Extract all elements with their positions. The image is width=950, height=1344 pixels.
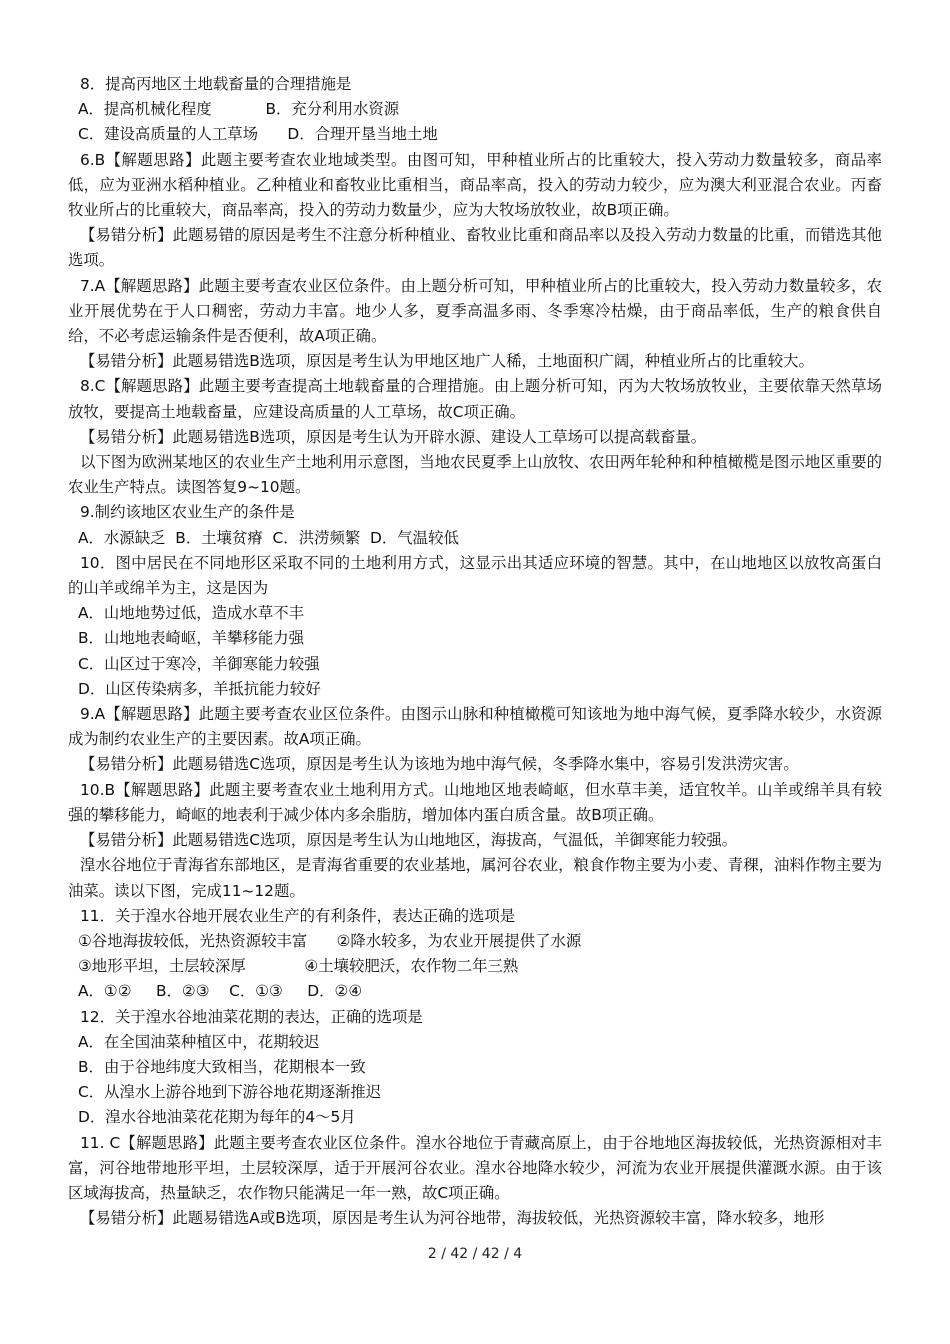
paragraph: 11．关于湟水谷地开展农业生产的有利条件，表达正确的选项是: [80, 906, 516, 925]
paragraph: 【易错分析】此题易错选B选项，原因是考生认为开辟水源、建设人工草场可以提高载畜量。: [80, 427, 707, 446]
paragraph: 10．图中居民在不同地形区采取不同的土地利用方式，这显示出其适应环境的智慧。其中，在山地地区以放牧高蛋白的山羊或绵羊为主，这是因为: [68, 553, 882, 598]
paragraph: 【易错分析】此题易错选A或B选项，原因是考生认为河谷地带，海拔较低，光热资源较丰富，降水较多，地形: [80, 1209, 825, 1228]
paragraph: 9.A【解题思路】此题主要考查农业区位条件。由图示山脉和种植橄榄可知该地为地中海气候，夏季降水较少，水资源成为制约农业生产的主要因素。故A项正确。: [68, 705, 882, 749]
document-body: [68, 72, 882, 1231]
paragraph: A．在全国油菜种植区中，花期较迟: [78, 1032, 320, 1051]
paragraph: A．山地地势过低，造成水草不丰: [78, 604, 304, 623]
paragraph: 12．关于湟水谷地油菜花期的表达，正确的选项是: [80, 1007, 423, 1026]
paragraph: C．从湟水上游谷地到下游谷地花期逐渐推迟: [78, 1083, 382, 1102]
paragraph: 以下图为欧洲某地区的农业生产土地利用示意图，当地农民夏季上山放牧、农田两年轮种和种植橄榄是图示地区重要的农业生产特点。读图答复9~10题。: [68, 453, 882, 497]
paragraph: 7.A【解题思路】此题主要考查农业区位条件。由上题分析可知，甲种植业所占的比重较大，投入劳动力数量较多，农业开展优势在于人口稠密，劳动力丰富。地少人多，夏季高温多雨、冬季寒冷枯燥，由于商品率低，生产的粮食供自给，不必考虑运输条件是否便利，故A项正确。: [68, 276, 882, 346]
paragraph: ①谷地海拔较低，光热资源较丰富 ②降水较多，为农业开展提供了水源: [78, 931, 582, 950]
paragraph: 湟水谷地位于青海省东部地区，是青海省重要的农业基地，属河谷农业，粮食作物主要为小麦、青稞，油料作物主要为油菜。读以下图，完成11~12题。: [68, 856, 882, 900]
paragraph: 8.C【解题思路】此题主要考查提高土地载畜量的合理措施。由上题分析可知，丙为大牧场放牧业，主要依靠天然草场放牧，要提高土地载畜量，应建设高质量的人工草场，故C项正确。: [68, 377, 882, 421]
paragraph: A．①② B．②③ C．①③ D．②④: [78, 982, 363, 1001]
paragraph: 【易错分析】此题易错选C选项，原因是考生认为山地地区，海拔高，气温低，羊御寒能力较强。: [80, 831, 738, 850]
paragraph: 10.B【解题思路】此题主要考查农业土地利用方式。山地地区地表崎岖，但水草丰美，适宜牧羊。山羊或绵羊具有较强的攀移能力，崎岖的地表利于减少体内多余脂肪，增加体内蛋白质含量。故B项正确。: [68, 780, 882, 824]
paragraph: B．由于谷地纬度大致相当，花期根本一致: [78, 1057, 366, 1076]
paragraph: B．山地地表崎岖，羊攀移能力强: [78, 629, 305, 648]
paragraph: A．水源缺乏 B．土壤贫瘠 C．洪涝频繁 D．气温较低: [78, 528, 459, 547]
paragraph: D．山区传染病多，羊抵抗能力较好: [78, 679, 321, 698]
paragraph: D．湟水谷地油菜花花期为每年的4～5月: [78, 1108, 356, 1127]
paragraph: C．建设高质量的人工草场 D．合理开垦当地土地: [78, 125, 438, 144]
paragraph: C．山区过于寒冷，羊御寒能力较强: [78, 654, 320, 673]
paragraph: 【易错分析】此题易错的原因是考生不注意分析种植业、畜牧业比重和商品率以及投入劳动力数量的比重，而错选其他选项。: [68, 226, 882, 270]
paragraph: 11. C【解题思路】此题主要考查农业区位条件。湟水谷地位于青藏高原上，由于谷地地区海拔较低，光热资源相对丰富，河谷地带地形平坦，土层较深厚，适于开展河谷农业。湟水谷地降水较少，河流为农业开展提供灌溉水源。由于该区域海拔高，热量缺乏，农作物只能满足一年一熟，故C项正确。: [68, 1133, 882, 1202]
page-number: 2 / 42 / 42 / 4: [427, 1246, 523, 1262]
paragraph: 6.B【解题思路】此题主要考查农业地域类型。由图可知，甲种植业所占的比重较大，投入劳动力数量较多，商品率低，应为亚洲水稻种植业。乙种植业和畜牧业比重相当，商品率高，投入的劳动力较少，应为澳大利亚混合农业。丙畜牧业所占的比重较大，商品率高，投入的劳动力数量少，应为大牧场放牧业，故B项正确。: [68, 150, 882, 220]
paragraph: 9.制约该地区农业生产的条件是: [80, 503, 295, 522]
paragraph: A．提高机械化程度 B．充分利用水资源: [78, 100, 400, 119]
paragraph: 8．提高丙地区土地载畜量的合理措施是: [80, 75, 352, 93]
paragraph: 【易错分析】此题易错选C选项，原因是考生认为该地为地中海气候，冬季降水集中，容易引发洪涝灾害。: [80, 755, 799, 774]
paragraph: 【易错分析】此题易错选B选项，原因是考生认为甲地区地广人稀，土地面积广阔，种植业所占的比重较大。: [80, 352, 814, 371]
paragraph: ③地形平坦，土层较深厚 ④土壤较肥沃，农作物二年三熟: [78, 957, 519, 976]
